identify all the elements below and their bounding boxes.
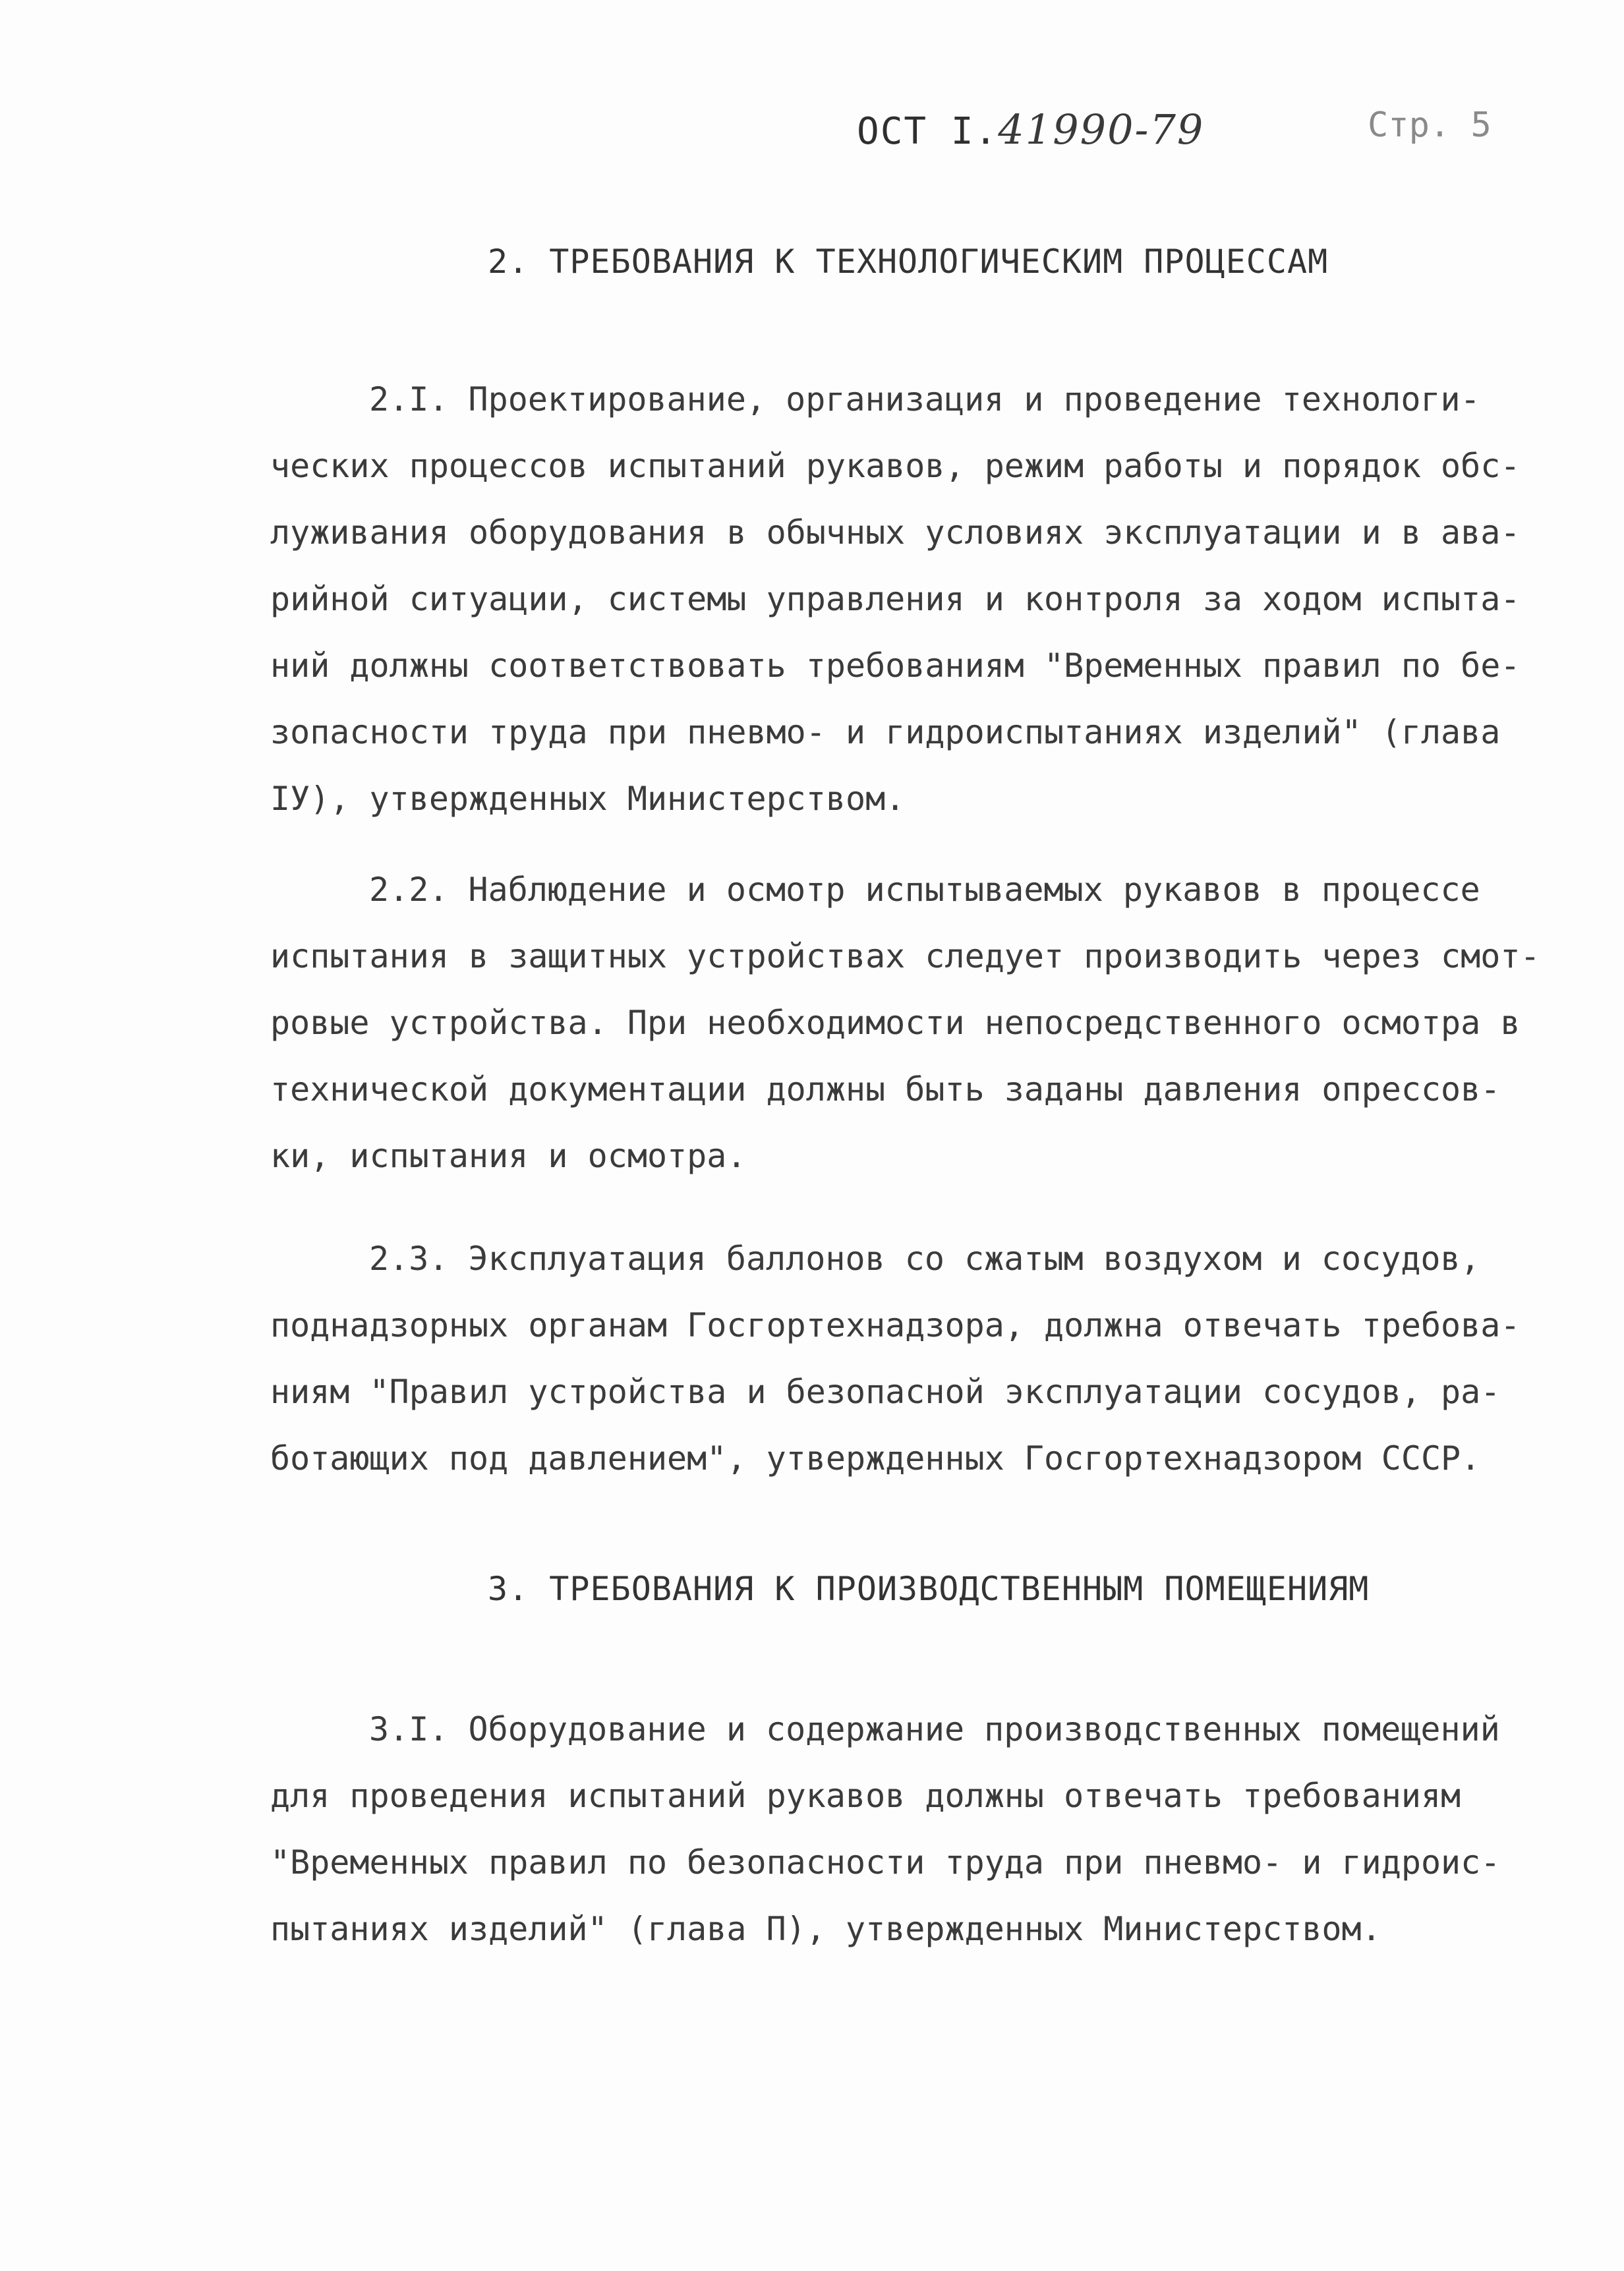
paragraph-line: поднадзорных органам Госгортехнадзора, должна отвечать требова- — [270, 1306, 1521, 1344]
paragraph-line: ний должны соответствовать требованиям "Временных правил по бе- — [270, 647, 1521, 685]
paragraph-2-3 — [270, 1226, 1562, 1492]
standard-code — [857, 105, 1204, 154]
paragraph-line: ки, испытания и осмотра. — [270, 1137, 747, 1175]
paragraph-line: технической документации должны быть заданы давления опрессов- — [270, 1070, 1501, 1108]
paragraph-line: рийной ситуации, системы управления и контроля за ходом испыта- — [270, 580, 1521, 618]
paragraph-line: ботающих под давлением", утвержденных Госгортехнадзором СССР. — [270, 1439, 1481, 1478]
paragraph-line: луживания оборудования в обычных условиях эксплуатации и в ава- — [270, 513, 1521, 552]
paragraph-line: ческих процессов испытаний рукавов, режим работы и порядок обс- — [270, 447, 1521, 485]
paragraph-2-2 — [270, 857, 1562, 1190]
paragraph-line: ровые устройства. При необходимости непосредственного осмотра в — [270, 1004, 1521, 1042]
paragraph-line: ниям "Правил устройства и безопасной эксплуатации сосудов, ра- — [270, 1373, 1501, 1411]
page-number: Стр. 5 — [1368, 105, 1492, 145]
paragraph-line: ІУ), утвержденных Министерством. — [270, 780, 906, 818]
section-3-title: 3. ТРЕБОВАНИЯ К ПРОИЗВОДСТВЕННЫМ ПОМЕЩЕНИЯМ — [488, 1570, 1370, 1608]
paragraph-line: 3.І. Оборудование и содержание производственных помещений — [369, 1710, 1500, 1748]
paragraph-2-1 — [270, 366, 1562, 832]
paragraph-line: для проведения испытаний рукавов должны отвечать требованиям — [270, 1777, 1461, 1815]
standard-number: 41990-79 — [998, 105, 1205, 154]
paragraph-line: 2.2. Наблюдение и осмотр испытываемых рукавов в процессе — [369, 871, 1480, 909]
paragraph-3-1 — [270, 1696, 1562, 1963]
paragraph-line: испытания в защитных устройствах следует производить через смот- — [270, 937, 1540, 975]
section-2-title: 2. ТРЕБОВАНИЯ К ТЕХНОЛОГИЧЕСКИМ ПРОЦЕССАМ — [488, 243, 1329, 281]
paragraph-line: 2.3. Эксплуатация баллонов со сжатым воздухом и сосудов, — [369, 1240, 1480, 1278]
standard-prefix: ОСТ І. — [857, 110, 999, 153]
paragraph-line: пытаниях изделий" (глава П), утвержденных Министерством. — [270, 1910, 1381, 1948]
paragraph-line: 2.І. Проектирование, организация и проведение технологи- — [369, 380, 1480, 418]
paragraph-line: зопасности труда при пневмо- и гидроиспытаниях изделий" (глава — [270, 713, 1501, 751]
paragraph-line: "Временных правил по безопасности труда при пневмо- и гидроис- — [270, 1843, 1501, 1882]
